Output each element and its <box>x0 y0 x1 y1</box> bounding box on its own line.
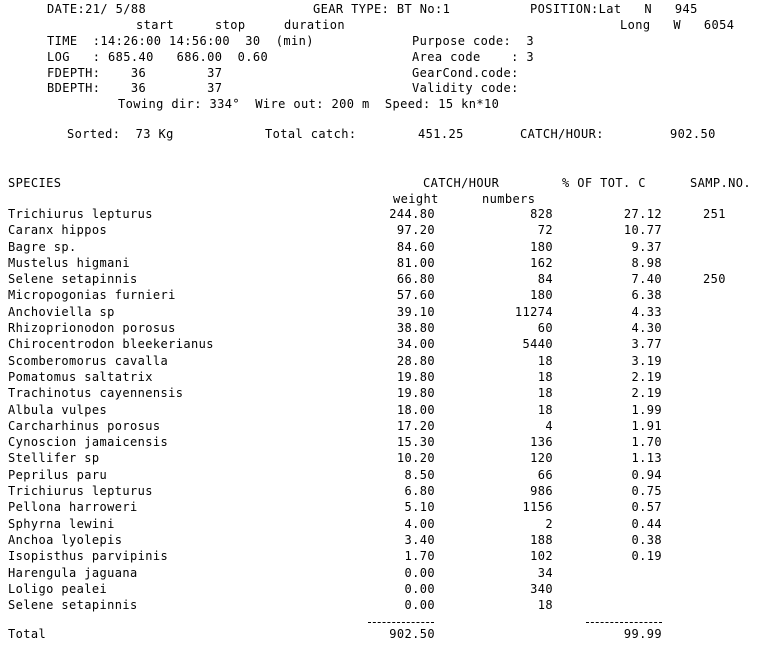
species-name: Caranx hippos <box>8 223 108 238</box>
table-row <box>0 500 773 516</box>
total-percent-value: 99.99 <box>623 627 662 641</box>
numbers-value: 5440 <box>522 337 553 352</box>
sample-number-value: 250 <box>703 272 726 287</box>
weight-value: 17.20 <box>396 418 435 433</box>
percent-value: 0.38 <box>631 532 662 547</box>
percent-value: 0.94 <box>631 467 662 482</box>
sample-number-value: 251 <box>703 207 726 221</box>
species-name: Mustelus higmani <box>8 255 130 270</box>
numbers-value: 120 <box>530 451 553 466</box>
species-name: Sphyrna lewini <box>8 516 115 531</box>
numbers-value: 828 <box>530 207 553 221</box>
weight-value: 38.80 <box>396 321 435 336</box>
weight-value: 1.70 <box>404 549 435 564</box>
percent-value: 0.19 <box>631 549 662 564</box>
total-row-label: Total <box>8 627 47 641</box>
position-long-field: Long W 6054 <box>620 18 735 32</box>
numbers-value: 72 <box>537 223 553 238</box>
table-row <box>0 354 773 370</box>
numbers-value: 18 <box>537 598 553 613</box>
percent-value: 1.13 <box>631 451 662 466</box>
numbers-value: 18 <box>537 402 553 417</box>
species-name: Trichiurus lepturus <box>8 207 153 221</box>
species-name: Chirocentrodon bleekerianus <box>8 337 214 352</box>
weight-value: 3.40 <box>404 532 435 547</box>
time-row: TIME :14:26:00 14:56:00 30 (min) <box>47 34 314 48</box>
table-row <box>0 468 773 484</box>
weight-value: 57.60 <box>396 288 435 303</box>
species-name: Scomberomorus cavalla <box>8 353 169 368</box>
area-code-field: Area code : 3 <box>412 50 534 64</box>
sorted-weight: Sorted: 73 Kg <box>67 127 174 141</box>
numbers-value: 102 <box>530 549 553 564</box>
numbers-value: 18 <box>537 369 553 384</box>
percent-value: 0.44 <box>631 516 662 531</box>
percent-value: 1.99 <box>631 402 662 417</box>
table-row <box>0 533 773 549</box>
purpose-code-field: Purpose code: 3 <box>412 34 534 48</box>
table-row <box>0 484 773 500</box>
numbers-value: 18 <box>537 353 553 368</box>
species-name: Albula vulpes <box>8 402 108 417</box>
table-row <box>0 435 773 451</box>
numbers-value: 340 <box>530 581 553 596</box>
table-row <box>0 419 773 435</box>
species-name: Bagre sp. <box>8 239 77 254</box>
table-row <box>0 582 773 598</box>
table-row <box>0 305 773 321</box>
table-row <box>0 240 773 256</box>
gear-type-field: GEAR TYPE: BT No:1 <box>313 2 451 16</box>
species-name: Stellifer sp <box>8 451 100 466</box>
weight-value: 15.30 <box>396 435 435 450</box>
species-name: Loligo pealei <box>8 581 108 596</box>
numbers-value: 4 <box>545 418 553 433</box>
weight-value: 4.00 <box>404 516 435 531</box>
weight-value: 0.00 <box>404 598 435 613</box>
numbers-value: 34 <box>537 565 553 580</box>
table-row <box>0 566 773 582</box>
percent-value: 6.38 <box>631 288 662 303</box>
weight-value: 244.80 <box>389 207 435 221</box>
table-row <box>0 207 773 223</box>
towing-row: Towing dir: 334° Wire out: 200 m Speed: 15 kn*10 <box>118 97 500 111</box>
percent-value: 2.19 <box>631 386 662 401</box>
weight-value: 19.80 <box>396 369 435 384</box>
catch-hour-value: 902.50 <box>670 127 716 141</box>
numbers-value: 1156 <box>522 500 553 515</box>
percent-value: 2.19 <box>631 369 662 384</box>
stop-column-header: stop <box>215 18 246 32</box>
weight-value: 0.00 <box>404 581 435 596</box>
species-name: Anchoa lyolepis <box>8 532 123 547</box>
total-catch-label: Total catch: <box>265 127 357 141</box>
species-name: Selene setapinnis <box>8 598 138 613</box>
weight-value: 5.10 <box>404 500 435 515</box>
total-catch-value: 451.25 <box>418 127 464 141</box>
species-name: Harengula jaguana <box>8 565 138 580</box>
position-lat-field: POSITION:Lat N 945 <box>530 2 698 16</box>
table-row <box>0 337 773 353</box>
table-row <box>0 256 773 272</box>
percent-value: 10.77 <box>623 223 662 238</box>
numbers-value: 60 <box>537 321 553 336</box>
sample-number-column-header: SAMP.NO. <box>690 176 751 190</box>
weight-value: 39.10 <box>396 304 435 319</box>
species-name: Selene setapinnis <box>8 272 138 287</box>
species-table-body <box>0 207 773 614</box>
weight-value: 6.80 <box>404 484 435 499</box>
table-row <box>0 403 773 419</box>
weight-value: 97.20 <box>396 223 435 238</box>
weight-value: 8.50 <box>404 467 435 482</box>
date-field: DATE:21/ 5/88 <box>47 2 147 16</box>
table-row <box>0 321 773 337</box>
table-row <box>0 598 773 614</box>
total-weight-value: 902.50 <box>389 627 435 641</box>
table-row <box>0 272 773 288</box>
species-name: Rhizoprionodon porosus <box>8 321 176 336</box>
species-name: Trichiurus lepturus <box>8 484 153 499</box>
percent-value: 3.19 <box>631 353 662 368</box>
weight-value: 81.00 <box>396 255 435 270</box>
numbers-value: 136 <box>530 435 553 450</box>
catch-hour-column-header: CATCH/HOUR <box>423 176 500 190</box>
weight-value: 0.00 <box>404 565 435 580</box>
species-name: Cynoscion jamaicensis <box>8 435 169 450</box>
percent-value: 4.33 <box>631 304 662 319</box>
species-name: Pellona harroweri <box>8 500 138 515</box>
weight-value: 10.20 <box>396 451 435 466</box>
percent-value: 4.30 <box>631 321 662 336</box>
table-row <box>0 288 773 304</box>
percent-value: 1.70 <box>631 435 662 450</box>
numbers-value: 180 <box>530 239 553 254</box>
percent-value: 1.91 <box>631 418 662 433</box>
numbers-value: 162 <box>530 255 553 270</box>
weight-total-rule <box>368 622 434 623</box>
species-name: Isopisthus parvipinis <box>8 549 169 564</box>
numbers-value: 188 <box>530 532 553 547</box>
percent-value: 8.98 <box>631 255 662 270</box>
duration-column-header: duration <box>284 18 345 32</box>
percent-value: 7.40 <box>631 272 662 287</box>
validity-code-field: Validity code: <box>412 81 519 95</box>
percent-total-rule <box>586 622 662 623</box>
species-name: Trachinotus cayennensis <box>8 386 184 401</box>
table-row <box>0 370 773 386</box>
fdepth-row: FDEPTH: 36 37 <box>47 66 223 80</box>
gear-condition-field: GearCond.code: <box>412 66 519 80</box>
species-name: Pomatomus saltatrix <box>8 369 153 384</box>
species-name: Carcharhinus porosus <box>8 418 161 433</box>
weight-value: 66.80 <box>396 272 435 287</box>
table-row <box>0 386 773 402</box>
numbers-value: 84 <box>537 272 553 287</box>
weight-value: 19.80 <box>396 386 435 401</box>
species-name: Anchoviella sp <box>8 304 115 319</box>
percent-value: 9.37 <box>631 239 662 254</box>
table-row <box>0 549 773 565</box>
weight-subheader: weight <box>393 192 439 206</box>
weight-value: 28.80 <box>396 353 435 368</box>
numbers-subheader: numbers <box>482 192 536 206</box>
weight-value: 34.00 <box>396 337 435 352</box>
table-row <box>0 517 773 533</box>
table-row <box>0 223 773 239</box>
percent-total-column-header: % OF TOT. C <box>562 176 646 190</box>
percent-value: 27.12 <box>623 207 662 221</box>
table-row <box>0 451 773 467</box>
species-column-header: SPECIES <box>8 176 62 190</box>
numbers-value: 66 <box>537 467 553 482</box>
numbers-value: 2 <box>545 516 553 531</box>
weight-value: 18.00 <box>396 402 435 417</box>
catch-hour-label: CATCH/HOUR: <box>520 127 604 141</box>
numbers-value: 18 <box>537 386 553 401</box>
numbers-value: 986 <box>530 484 553 499</box>
log-row: LOG : 685.40 686.00 0.60 <box>47 50 269 64</box>
bdepth-row: BDEPTH: 36 37 <box>47 81 223 95</box>
percent-value: 3.77 <box>631 337 662 352</box>
numbers-value: 11274 <box>514 304 553 319</box>
percent-value: 0.75 <box>631 484 662 499</box>
species-name: Micropogonias furnieri <box>8 288 176 303</box>
weight-value: 84.60 <box>396 239 435 254</box>
start-column-header: start <box>136 18 175 32</box>
species-name: Peprilus paru <box>8 467 108 482</box>
percent-value: 0.57 <box>631 500 662 515</box>
numbers-value: 180 <box>530 288 553 303</box>
